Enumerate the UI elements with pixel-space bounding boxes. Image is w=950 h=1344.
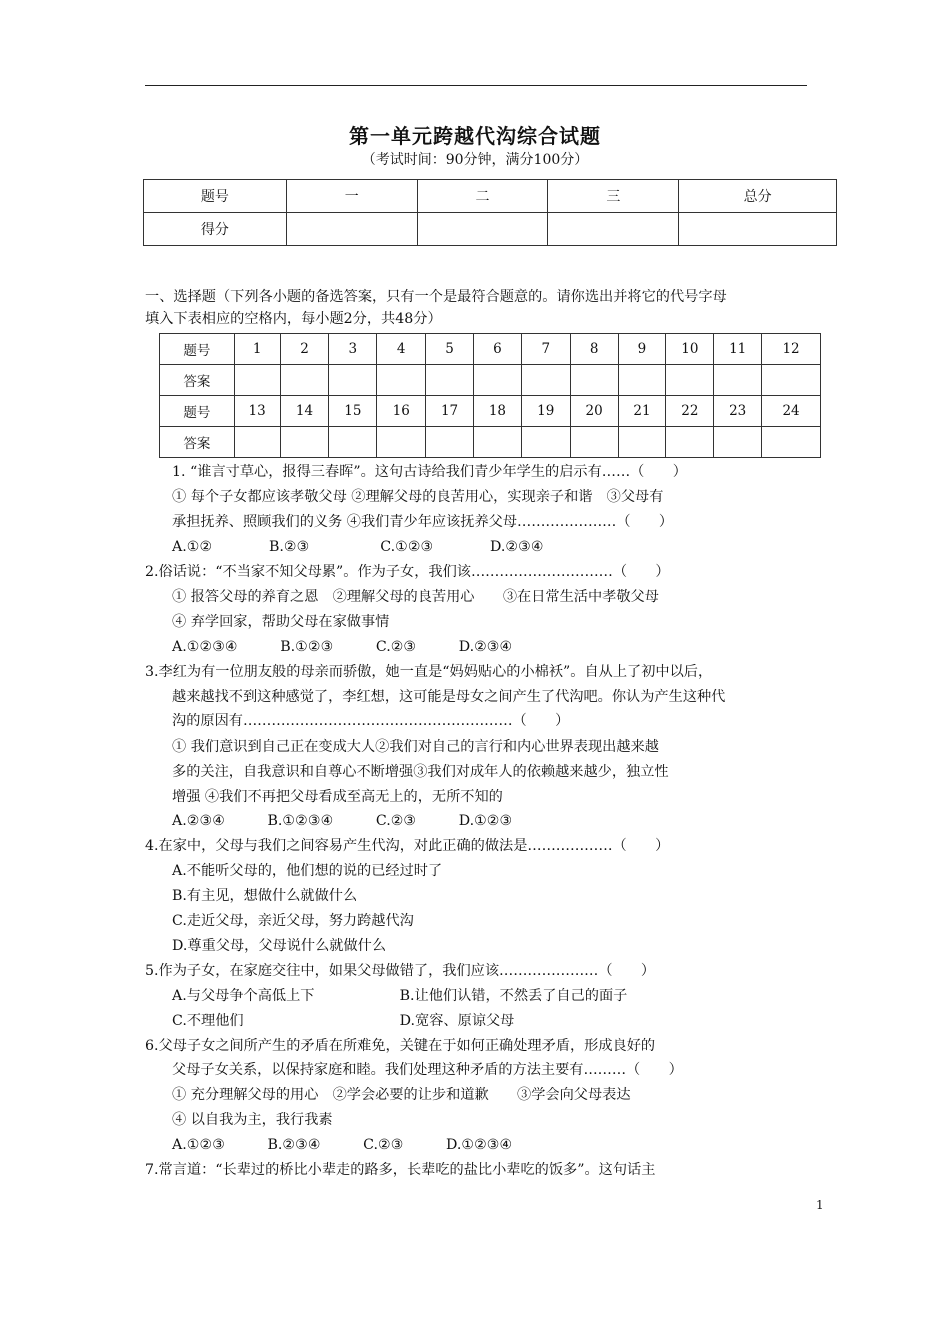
answer-cell [377,365,426,396]
question-number-cell: 7 [521,334,570,365]
question-6-options: ① 充分理解父母的用心 ②学会必要的让步和道歉 ③学会向父母表达 [172,1087,631,1103]
question-number-cell: 9 [618,334,666,365]
question-number-cell: 1 [234,334,280,365]
section1-intro-line1: 一、选择题（下列各小题的备选答案，只有一个是最符合题意的。请你选出并将它的代号字母 [145,289,727,305]
answer-cell [618,365,666,396]
question-number-cell: 24 [762,396,821,427]
question-number-cell: 15 [329,396,377,427]
question-number-cell: 18 [473,396,521,427]
answer-table-answer-row [160,365,821,396]
answer-table-label: 题号 [160,396,235,427]
answer-cell [426,427,474,458]
question-3-stem: 3.李红为有一位朋友般的母亲而骄傲，她一直是“妈妈贴心的小棉袄”。自从上了初中以后， [145,664,713,680]
question-number-cell: 13 [234,396,280,427]
question-5-choices: C.不理他们 D.宽容、原谅父母 [172,1013,515,1029]
answer-cell [280,365,329,396]
header-rule [145,85,807,86]
page-number: 1 [816,1198,824,1212]
question-number-cell: 11 [714,334,762,365]
answer-cell [329,427,377,458]
answer-table-number-row [160,334,821,365]
question-1-options: ① 每个子女都应该孝敬父母 ②理解父母的良苦用心，实现亲子和谐 ③父母有 [172,489,664,505]
question-6-options: ④ 以自我为主，我行我素 [172,1112,333,1128]
page-title: 第一单元跨越代沟综合试题 [349,124,601,148]
question-7-stem: 7.常言道：“长辈过的桥比小辈走的路多，长辈吃的盐比小辈吃的饭多”。这句话主 [145,1162,656,1178]
score-cell [417,213,548,246]
question-5-stem: 5.作为子女，在家庭交往中，如果父母做错了，我们应该…………………（ ） [145,963,656,979]
question-number-cell: 10 [666,334,714,365]
score-cell [679,213,837,246]
question-6-choices: A.①②③ B.②③④ C.②③ D.①②③④ [172,1137,513,1153]
score-header-cell: 总分 [679,180,837,213]
question-2-options: ① 报答父母的养育之恩 ②理解父母的良苦用心 ③在日常生活中孝敬父母 [172,589,659,605]
answer-cell [714,427,762,458]
score-cell [548,213,679,246]
answer-table-label: 题号 [160,334,235,365]
question-6-stem: 6.父母子女之间所产生的矛盾在所难免，关键在于如何正确处理矛盾，形成良好的 [145,1038,656,1054]
answer-cell [329,365,377,396]
answer-cell [570,365,618,396]
score-row-label: 得分 [144,213,287,246]
question-3-options: 多的关注，自我意识和自尊心不断增强③我们对成年人的依赖越来越少，独立性 [172,764,669,780]
question-number-cell: 12 [762,334,821,365]
question-4-choice-d: D.尊重父母，父母说什么就做什么 [172,938,387,954]
answer-cell [666,427,714,458]
question-number-cell: 23 [714,396,762,427]
score-header-cell: 题号 [144,180,287,213]
question-3-options: ① 我们意识到自己正在变成大人②我们对自己的言行和内心世界表现出越来越 [172,739,659,755]
score-header-cell: 三 [548,180,679,213]
question-number-cell: 6 [473,334,521,365]
answer-cell [570,427,618,458]
question-number-cell: 14 [280,396,329,427]
answer-cell [377,427,426,458]
question-2-choices: A.①②③④ B.①②③ C.②③ D.②③④ [172,639,513,655]
question-number-cell: 3 [329,334,377,365]
answer-cell [280,427,329,458]
question-4-choice-c: C.走近父母，亲近父母，努力跨越代沟 [172,913,414,929]
question-5-choices: A.与父母争个高低上下 B.让他们认错，不然丢了自己的面子 [172,988,628,1004]
answer-cell [521,427,570,458]
answer-cell [618,427,666,458]
question-2-options: ④ 弃学回家，帮助父母在家做事情 [172,614,390,630]
answer-cell [234,365,280,396]
question-6-stem: 父母子女关系，以保持家庭和睦。我们处理这种矛盾的方法主要有………（ ） [172,1062,683,1078]
question-1-stem: 1. “谁言寸草心，报得三春晖”。这句古诗给我们青少年学生的启示有……（ ） [172,464,687,480]
question-number-cell: 5 [426,334,474,365]
page-subtitle: （考试时间：90分钟，满分100分） [361,152,589,168]
question-3-stem: 沟的原因有…………………………………………………（ ） [172,713,570,729]
answer-cell [762,365,821,396]
answer-table-label: 答案 [160,427,235,458]
question-number-cell: 16 [377,396,426,427]
score-table-header-row [144,180,837,213]
question-number-cell: 17 [426,396,474,427]
answer-table [159,333,821,458]
score-cell [286,213,417,246]
answer-cell [762,427,821,458]
question-1-options: 承担抚养、照顾我们的义务 ④我们青少年应该抚养父母…………………（ ） [172,514,674,530]
answer-cell [473,427,521,458]
answer-cell [234,427,280,458]
score-header-cell: 一 [286,180,417,213]
question-number-cell: 22 [666,396,714,427]
answer-cell [473,365,521,396]
answer-cell [426,365,474,396]
question-3-options: 增强 ④我们不再把父母看成至高无上的，无所不知的 [172,789,503,805]
question-2-stem: 2.俗话说：“不当家不知父母累”。作为子女，我们该…………………………（ ） [145,564,670,580]
score-table-score-row [144,213,837,246]
answer-table-answer-row [160,427,821,458]
question-number-cell: 20 [570,396,618,427]
question-number-cell: 8 [570,334,618,365]
question-number-cell: 21 [618,396,666,427]
answer-cell [714,365,762,396]
answer-cell [521,365,570,396]
question-3-choices: A.②③④ B.①②③④ C.②③ D.①②③ [172,813,513,829]
question-number-cell: 2 [280,334,329,365]
question-4-choice-a: A.不能听父母的，他们想的说的已经过时了 [172,863,443,879]
answer-table-number-row [160,396,821,427]
question-4-stem: 4.在家中，父母与我们之间容易产生代沟，对此正确的做法是………………（ ） [145,838,670,854]
question-1-choices: A.①② B.②③ C.①②③ D.②③④ [172,539,544,555]
score-table [143,179,837,246]
score-header-cell: 二 [417,180,548,213]
section1-intro-line2: 填入下表相应的空格内，每小题2分，共48分） [145,311,442,327]
question-3-stem: 越来越找不到这种感觉了，李红想，这可能是母女之间产生了代沟吧。你认为产生这种代 [172,689,726,705]
answer-cell [666,365,714,396]
answer-table-label: 答案 [160,365,235,396]
question-number-cell: 19 [521,396,570,427]
question-number-cell: 4 [377,334,426,365]
question-4-choice-b: B.有主见，想做什么就做什么 [172,888,358,904]
